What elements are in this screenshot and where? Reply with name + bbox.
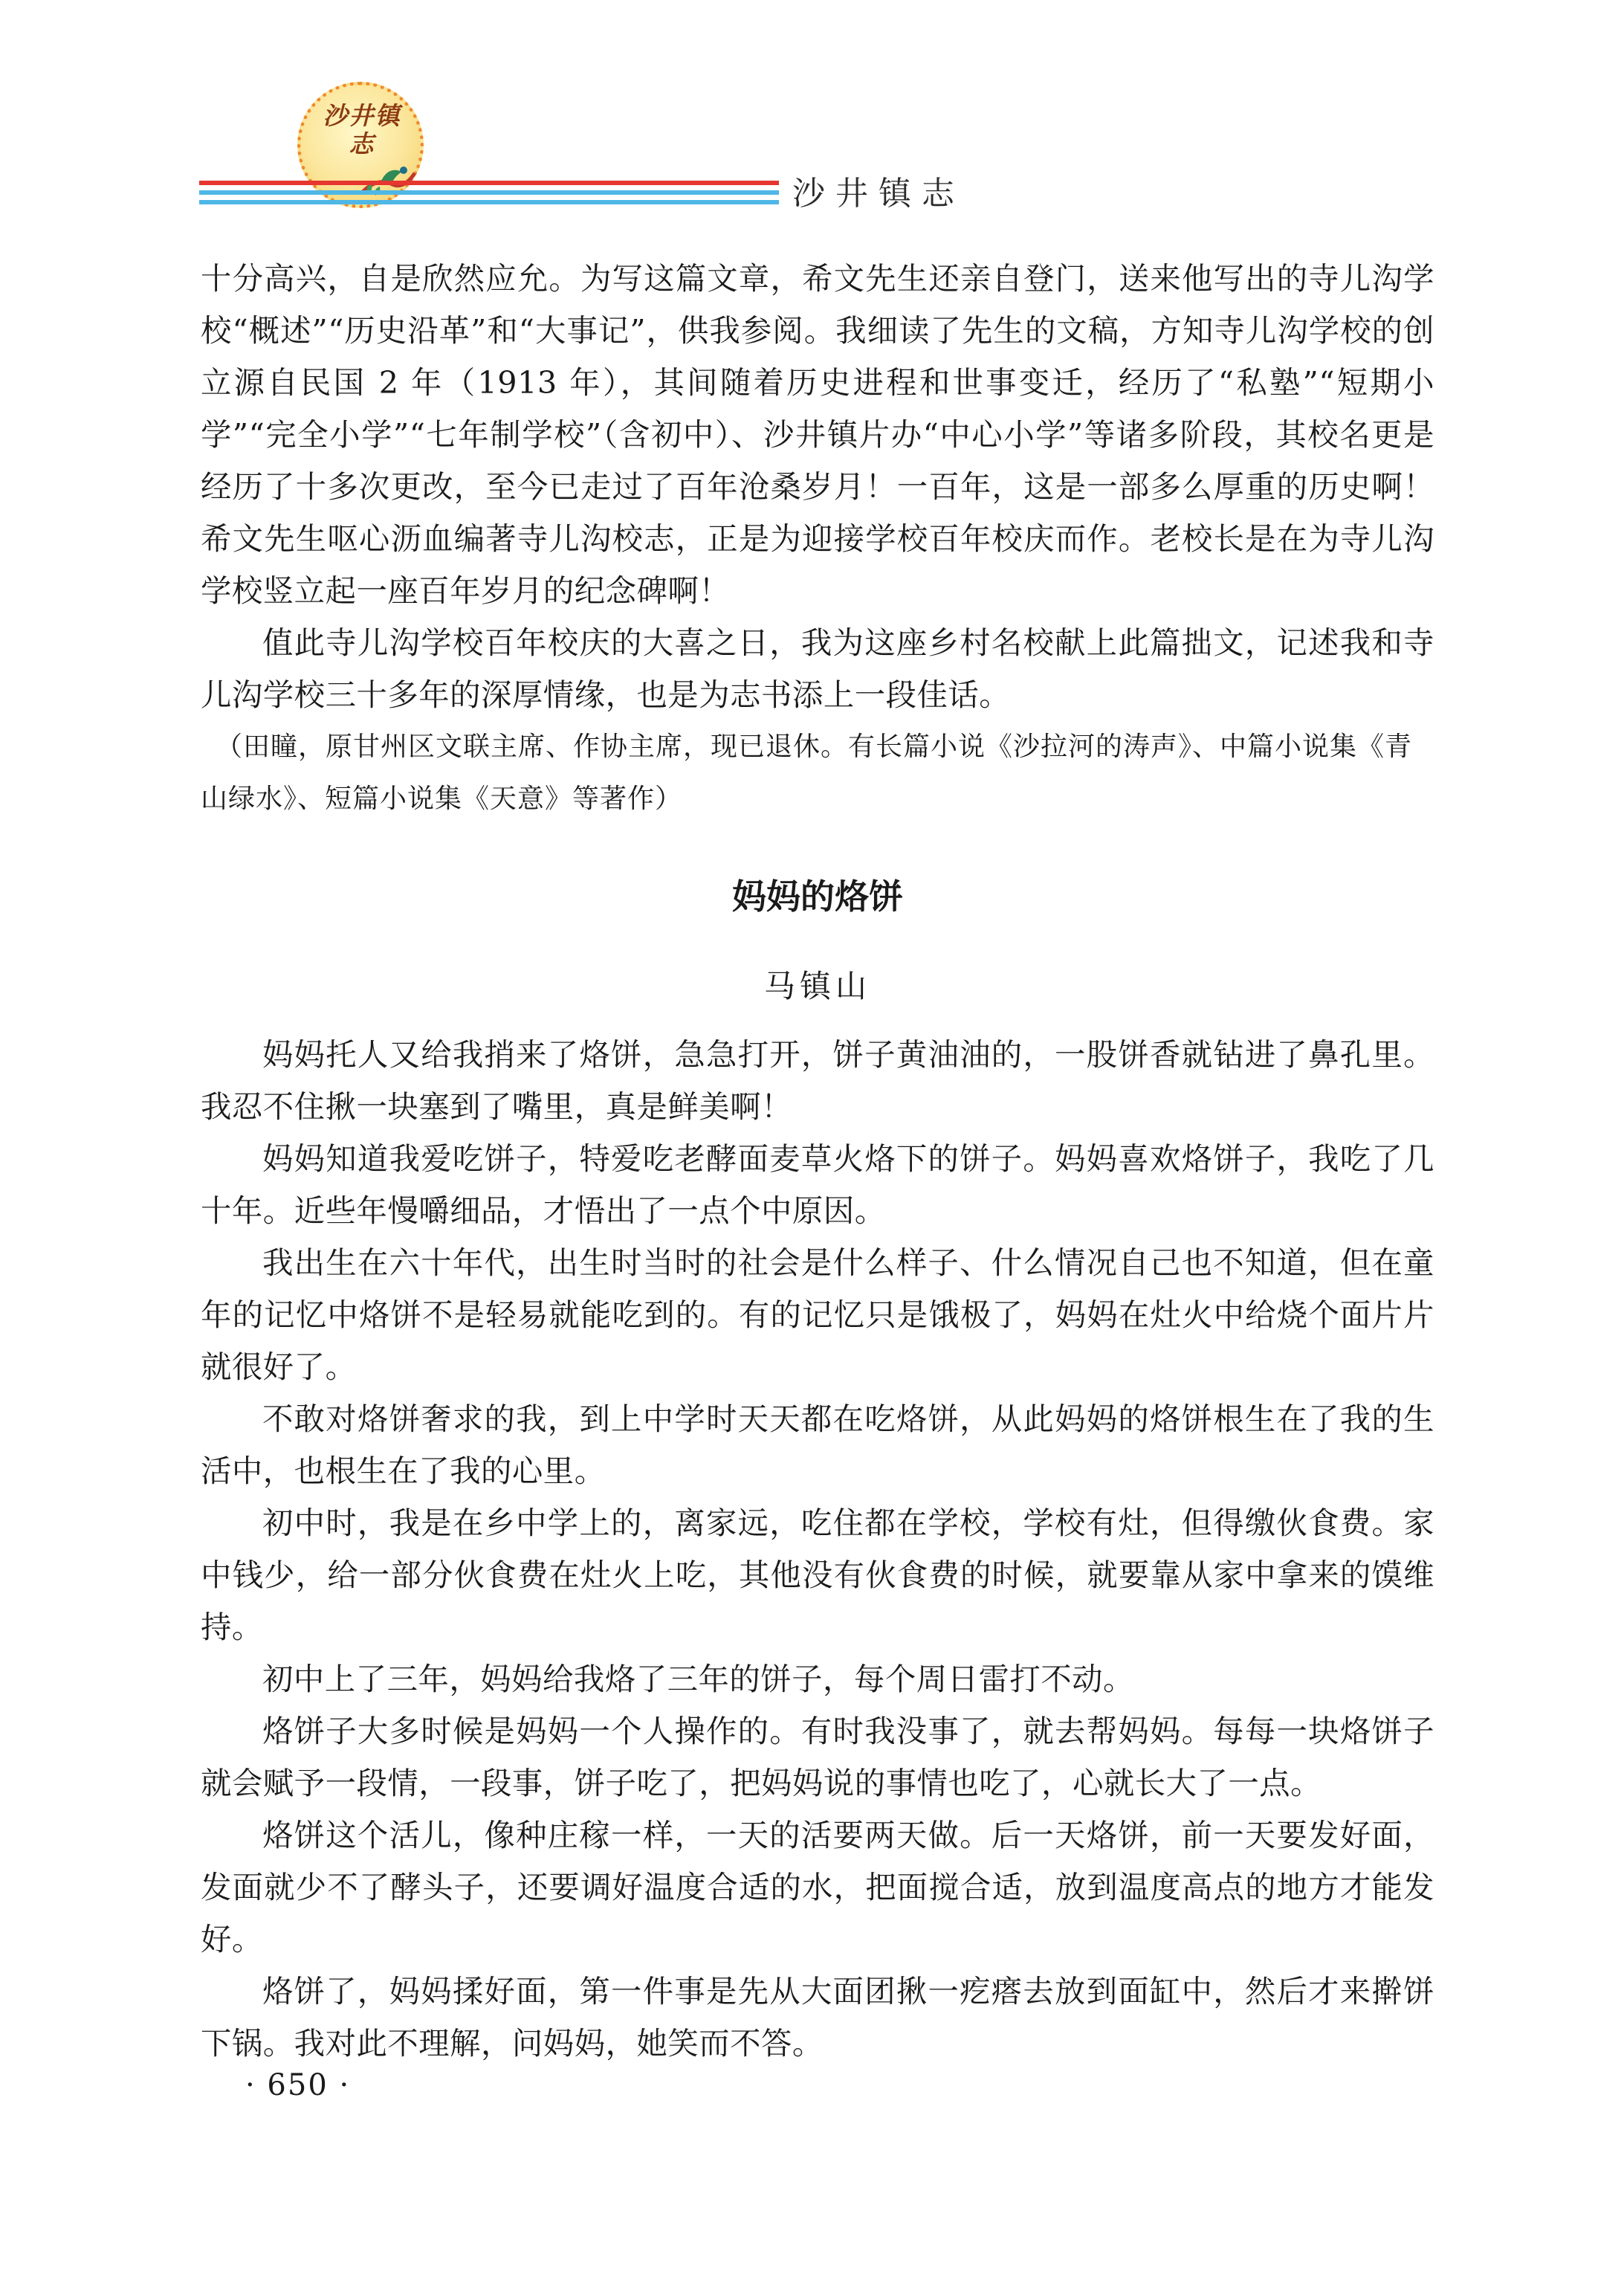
paragraph: 妈妈托人又给我捎来了烙饼，急急打开，饼子黄油油的，一股饼香就钻进了鼻孔里。我忍不住揪一块塞到了嘴里，真是鲜美啊！	[201, 1037, 1434, 1125]
paragraph: 初中上了三年，妈妈给我烙了三年的饼子，每个周日雷打不动。	[262, 1662, 1134, 1697]
running-title: 沙井镇志	[792, 175, 965, 213]
page-header	[0, 0, 1624, 223]
paragraph: 值此寺儿沟学校百年校庆的大喜之日，我为这座乡村名校献上此篇拙文，记述我和寺儿沟学校三十多年的深厚情缘，也是为志书添上一段佳话。	[201, 625, 1434, 713]
logo-text: 沙井镇志	[323, 101, 401, 158]
header-rule-blue	[199, 200, 779, 204]
paragraph: 不敢对烙饼奢求的我，到上中学时天天都在吃烙饼，从此妈妈的烙饼根生在了我的生活中，也根生在了我的心里。	[201, 1401, 1434, 1489]
paragraph: 我出生在六十年代，出生时当时的社会是什么样子、什么情况自己也不知道，但在童年的记忆中烙饼不是轻易就能吃到的。有的记忆只是饿极了，妈妈在灶火中给烧个面片片就很好了。	[201, 1245, 1434, 1385]
paragraph: 烙饼这个活儿，像种庄稼一样，一天的活要两天做。后一天烙饼，前一天要发好面，发面就少不了酵头子，还要调好温度合适的水，把面搅合适，放到温度高点的地方才能发好。	[201, 1818, 1434, 1957]
header-rule-red	[199, 181, 779, 185]
author-note: （田瞳，原甘州区文联主席、作协主席，现已退休。有长篇小说《沙拉河的涛声》、中篇小说集《青山绿水》、短篇小说集《天意》等著作）	[201, 732, 1413, 814]
header-rule-blue	[199, 190, 779, 195]
paragraph: 初中时，我是在乡中学上的，离家远，吃住都在学校，学校有灶，但得缴伙食费。家中钱少，给一部分伙食费在灶火上吃，其他没有伙食费的时候，就要靠从家中拿来的馍维持。	[201, 1505, 1434, 1645]
paragraph: 十分高兴，自是欣然应允。为写这篇文章，希文先生还亲自登门，送来他写出的寺儿沟学校“概述”“历史沿革”和“大事记”，供我参阅。我细读了先生的文稿，方知寺儿沟学校的创立源自民国 2 年（1913 年），其间随着历史进程和世事变迁，经历了“私塾”“短期小学”“完全小学”“七年制学校”（含初中）、沙井镇片办“中心小学”等诸多阶段，其校名更是经历了十多次更改，至今已走过了百年沧桑岁月！一百年，这是一部多么厚重的历史啊！希文先生呕心沥血编著寺儿沟校志，正是为迎接学校百年校庆而作。老校长是在为寺儿沟学校竖立起一座百年岁月的纪念碑啊！	[201, 261, 1434, 609]
paragraph: 烙饼子大多时候是妈妈一个人操作的。有时我没事了，就去帮妈妈。每每一块烙饼子就会赋予一段情，一段事，饼子吃了，把妈妈说的事情也吃了，心就长大了一点。	[201, 1714, 1434, 1801]
article-author: 马镇山	[763, 968, 871, 1004]
previous-article-ending	[201, 253, 1434, 825]
bird-icon	[359, 151, 418, 203]
paragraph: 妈妈知道我爱吃饼子，特爱吃老酵面麦草火烙下的饼子。妈妈喜欢烙饼子，我吃了几十年。近些年慢嚼细品，才悟出了一点个中原因。	[201, 1141, 1434, 1229]
article-body	[201, 1029, 1434, 2070]
article-title: 妈妈的烙饼	[732, 876, 903, 917]
page-number: · 650 ·	[245, 2068, 351, 2102]
paragraph: 烙饼了，妈妈揉好面，第一件事是先从大面团揪一疙瘩去放到面缸中，然后才来擀饼下锅。我对此不理解，问妈妈，她笑而不答。	[201, 1974, 1434, 2061]
book-logo	[297, 82, 424, 208]
